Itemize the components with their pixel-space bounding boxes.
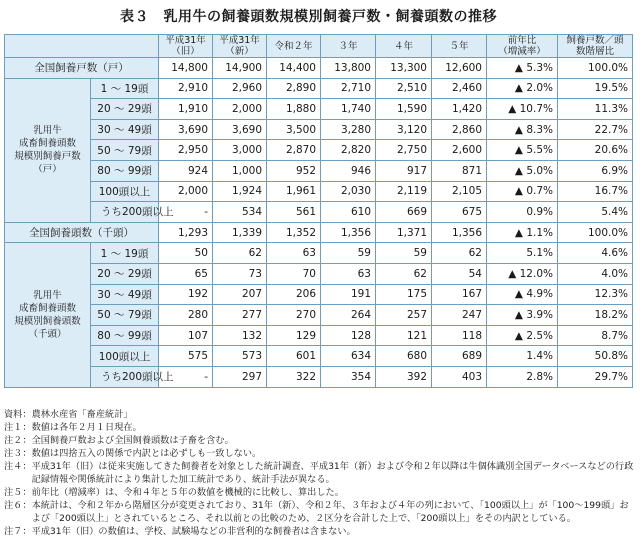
- value-cell: 270: [267, 305, 321, 326]
- row-label: 50 ～ 79頭: [91, 140, 159, 161]
- value-cell: 1,420: [432, 99, 487, 120]
- value-cell: 3,690: [159, 119, 213, 140]
- value-cell: 107: [159, 325, 213, 346]
- value-cell: 206: [267, 284, 321, 305]
- value-cell: 2,105: [432, 181, 487, 202]
- table-row: [5, 160, 633, 181]
- row-label: 20 ～ 29頭: [91, 263, 159, 284]
- group-label-line: 規模別飼養頭数: [14, 315, 81, 327]
- rate-cell: ▲ 5.0%: [487, 160, 558, 181]
- note-key: 注５：: [4, 487, 32, 498]
- column-header-line: （旧）: [171, 46, 200, 57]
- column-header-line: 平成31年: [165, 35, 206, 46]
- row-label: うち200頭以上: [91, 202, 159, 223]
- value-cell: 2,750: [376, 140, 432, 161]
- value-cell: 247: [432, 305, 487, 326]
- share-cell: 50.8%: [558, 346, 633, 367]
- note-key: 注１：: [4, 422, 32, 433]
- note-item: [4, 447, 634, 460]
- note-text: 平成31年（旧）は従来実施してきた飼養者を対象とした統計調査、平成31年（新）および令和２年以降は牛個体識別全国データベースなどの行政記録情報や関係統計により集計した加工統計であり、統計手法が異なる。: [31, 461, 634, 485]
- value-cell: 680: [376, 346, 432, 367]
- share-cell: 4.0%: [558, 263, 633, 284]
- note-item: [4, 434, 634, 447]
- value-cell: 167: [432, 284, 487, 305]
- value-cell: 128: [321, 325, 376, 346]
- value-cell: 2,890: [267, 78, 321, 99]
- value-cell: 871: [432, 160, 487, 181]
- value-cell: 946: [321, 160, 376, 181]
- value-cell: 2,119: [376, 181, 432, 202]
- row-label: 1 ～ 19頭: [91, 243, 159, 264]
- value-cell: 50: [159, 243, 213, 264]
- value-cell: 575: [159, 346, 213, 367]
- row-label: 80 ～ 99頭: [91, 325, 159, 346]
- total-label: 全国飼養頭数（千頭）: [5, 222, 159, 243]
- rate-cell: ▲ 4.9%: [487, 284, 558, 305]
- value-cell: 129: [267, 325, 321, 346]
- total-label: 全国飼養戸数（戸）: [5, 58, 159, 79]
- note-key: 注７：: [4, 526, 32, 537]
- value-cell: 2,000: [159, 181, 213, 202]
- column-header-line: 前年比: [507, 35, 537, 46]
- share-cell: 5.4%: [558, 202, 633, 223]
- value-cell: 2,460: [432, 78, 487, 99]
- value-cell: 1,352: [267, 222, 321, 243]
- note-item: [4, 421, 634, 434]
- value-cell: 70: [267, 263, 321, 284]
- table-row: [5, 181, 633, 202]
- group-label-line: 規模別飼養戸数: [14, 151, 81, 163]
- column-header-line: ５年: [449, 40, 469, 52]
- value-cell: 1,924: [213, 181, 267, 202]
- rate-cell: 1.4%: [487, 346, 558, 367]
- note-item: [4, 525, 634, 538]
- share-cell: 16.7%: [558, 181, 633, 202]
- column-header: [558, 35, 633, 58]
- table-row: [5, 263, 633, 284]
- column-header-line: 飼養戸数／頭: [566, 35, 624, 46]
- table-row: [5, 119, 633, 140]
- value-cell: 13,300: [376, 58, 432, 79]
- group-label: [5, 243, 91, 387]
- value-cell: 1,740: [321, 99, 376, 120]
- note-key: 注４：: [4, 461, 32, 472]
- value-cell: 601: [267, 346, 321, 367]
- value-cell: 392: [376, 366, 432, 387]
- note-key: 資料：: [4, 409, 32, 420]
- row-label: 50 ～ 79頭: [91, 305, 159, 326]
- value-cell: 277: [213, 305, 267, 326]
- value-cell: 1,961: [267, 181, 321, 202]
- value-cell: 2,600: [432, 140, 487, 161]
- value-cell: 952: [267, 160, 321, 181]
- group-label-line: 乳用牛: [33, 125, 62, 137]
- rate-cell: ▲ 5.3%: [487, 58, 558, 79]
- value-cell: 2,000: [213, 99, 267, 120]
- rate-cell: ▲ 10.7%: [487, 99, 558, 120]
- note-item: [4, 460, 634, 486]
- value-cell: 280: [159, 305, 213, 326]
- column-header-line: （増減率）: [498, 46, 546, 57]
- value-cell: 1,293: [159, 222, 213, 243]
- rate-cell: ▲ 5.5%: [487, 140, 558, 161]
- total-row: [5, 58, 633, 79]
- column-header-line: （新）: [225, 46, 254, 57]
- value-cell: 917: [376, 160, 432, 181]
- column-header-line: 令和２年: [274, 40, 313, 52]
- group-label-line: 成畜飼養頭数: [18, 302, 76, 314]
- value-cell: 264: [321, 305, 376, 326]
- share-cell: 18.2%: [558, 305, 633, 326]
- column-header: [432, 35, 487, 58]
- row-label: 100頭以上: [91, 346, 159, 367]
- rate-cell: ▲ 2.5%: [487, 325, 558, 346]
- value-cell: -: [159, 202, 213, 223]
- value-cell: 13,800: [321, 58, 376, 79]
- note-key: 注６：: [4, 500, 32, 511]
- group-label-line: 乳用牛: [33, 289, 62, 301]
- note-item: [4, 486, 634, 499]
- value-cell: 3,120: [376, 119, 432, 140]
- value-cell: 54: [432, 263, 487, 284]
- column-header: [321, 35, 376, 58]
- group-label-line: （戸）: [33, 164, 62, 176]
- value-cell: 1,339: [213, 222, 267, 243]
- value-cell: 1,910: [159, 99, 213, 120]
- group-label-line: 成畜飼養頭数: [18, 138, 76, 150]
- value-cell: 175: [376, 284, 432, 305]
- table-row: [5, 346, 633, 367]
- value-cell: 610: [321, 202, 376, 223]
- value-cell: 118: [432, 325, 487, 346]
- column-header: [213, 35, 267, 58]
- note-text: 前年比（増減率）は、令和４年と５年の数値を機械的に比較し、算出した。: [31, 487, 344, 498]
- total-row: [5, 222, 633, 243]
- value-cell: 689: [432, 346, 487, 367]
- value-cell: 121: [376, 325, 432, 346]
- share-cell: 100.0%: [558, 222, 633, 243]
- value-cell: 257: [376, 305, 432, 326]
- column-header-line: 数階層比: [575, 46, 614, 57]
- value-cell: 62: [432, 243, 487, 264]
- column-header-line: ３年: [338, 40, 358, 52]
- row-label: 1 ～ 19頭: [91, 78, 159, 99]
- row-label: 30 ～ 49頭: [91, 284, 159, 305]
- value-cell: 2,870: [267, 140, 321, 161]
- value-cell: 12,600: [432, 58, 487, 79]
- rate-cell: ▲ 2.0%: [487, 78, 558, 99]
- value-cell: 1,590: [376, 99, 432, 120]
- row-label: うち200頭以上: [91, 366, 159, 387]
- share-cell: 12.3%: [558, 284, 633, 305]
- value-cell: 297: [213, 366, 267, 387]
- share-cell: 19.5%: [558, 78, 633, 99]
- value-cell: 2,860: [432, 119, 487, 140]
- column-header-line: 平成31年: [219, 35, 260, 46]
- notes: [4, 408, 634, 538]
- value-cell: 3,000: [213, 140, 267, 161]
- rate-cell: ▲ 1.1%: [487, 222, 558, 243]
- value-cell: 3,500: [267, 119, 321, 140]
- rate-cell: ▲ 3.9%: [487, 305, 558, 326]
- data-table: [4, 34, 633, 388]
- share-cell: 4.6%: [558, 243, 633, 264]
- table-row: [5, 99, 633, 120]
- note-item: [4, 408, 634, 421]
- column-header: [487, 35, 558, 58]
- row-label: 30 ～ 49頭: [91, 119, 159, 140]
- value-cell: 62: [213, 243, 267, 264]
- value-cell: 2,710: [321, 78, 376, 99]
- value-cell: 1,371: [376, 222, 432, 243]
- value-cell: 2,910: [159, 78, 213, 99]
- value-cell: 573: [213, 346, 267, 367]
- rate-cell: 2.8%: [487, 366, 558, 387]
- value-cell: 59: [321, 243, 376, 264]
- value-cell: 2,030: [321, 181, 376, 202]
- value-cell: 1,356: [321, 222, 376, 243]
- value-cell: 634: [321, 346, 376, 367]
- share-cell: 6.9%: [558, 160, 633, 181]
- value-cell: 59: [376, 243, 432, 264]
- value-cell: 675: [432, 202, 487, 223]
- value-cell: 3,690: [213, 119, 267, 140]
- share-cell: 29.7%: [558, 366, 633, 387]
- group-label: [5, 78, 91, 222]
- value-cell: 1,000: [213, 160, 267, 181]
- note-item: [4, 499, 634, 525]
- note-key: 注３：: [4, 448, 32, 459]
- table-row: [5, 140, 633, 161]
- value-cell: 669: [376, 202, 432, 223]
- table-row: [5, 284, 633, 305]
- row-label: 80 ～ 99頭: [91, 160, 159, 181]
- value-cell: 63: [321, 263, 376, 284]
- rate-cell: ▲ 8.3%: [487, 119, 558, 140]
- rate-cell: ▲ 0.7%: [487, 181, 558, 202]
- value-cell: 2,950: [159, 140, 213, 161]
- column-header-line: ４年: [393, 40, 413, 52]
- table-title: 表３ 乳用牛の飼養頭数規模別飼養戸数・飼養頭数の推移: [120, 9, 497, 25]
- header-blank: [5, 35, 159, 58]
- value-cell: 322: [267, 366, 321, 387]
- value-cell: -: [159, 366, 213, 387]
- note-text: 全国飼養戸数および全国飼養頭数は子畜を含む。: [31, 435, 234, 446]
- rate-cell: 5.1%: [487, 243, 558, 264]
- value-cell: 14,900: [213, 58, 267, 79]
- value-cell: 2,510: [376, 78, 432, 99]
- value-cell: 207: [213, 284, 267, 305]
- column-header: [376, 35, 432, 58]
- value-cell: 73: [213, 263, 267, 284]
- value-cell: 62: [376, 263, 432, 284]
- row-label: 20 ～ 29頭: [91, 99, 159, 120]
- table-row: [5, 366, 633, 387]
- value-cell: 1,356: [432, 222, 487, 243]
- column-header: [267, 35, 321, 58]
- row-label: 100頭以上: [91, 181, 159, 202]
- table-row: [5, 202, 633, 223]
- note-text: 農林水産省「畜産統計」: [31, 409, 133, 420]
- share-cell: 22.7%: [558, 119, 633, 140]
- group-label-line: （千頭）: [28, 328, 67, 340]
- share-cell: 8.7%: [558, 325, 633, 346]
- value-cell: 2,820: [321, 140, 376, 161]
- value-cell: 65: [159, 263, 213, 284]
- value-cell: 3,280: [321, 119, 376, 140]
- value-cell: 191: [321, 284, 376, 305]
- value-cell: 132: [213, 325, 267, 346]
- share-cell: 100.0%: [558, 58, 633, 79]
- table-row: [5, 305, 633, 326]
- note-text: 平成31年（旧）の数値は、学校、試験場などの非営利的な飼養者は含まない。: [31, 526, 356, 537]
- rate-cell: 0.9%: [487, 202, 558, 223]
- value-cell: 192: [159, 284, 213, 305]
- value-cell: 63: [267, 243, 321, 264]
- share-cell: 11.3%: [558, 99, 633, 120]
- note-text: 数値は四捨五入の関係で内訳とは必ずしも一致しない。: [31, 448, 262, 459]
- table-row: [5, 325, 633, 346]
- table-row: [5, 243, 633, 264]
- column-header: [159, 35, 213, 58]
- table-row: [5, 78, 633, 99]
- value-cell: 14,400: [267, 58, 321, 79]
- rate-cell: ▲ 12.0%: [487, 263, 558, 284]
- value-cell: 403: [432, 366, 487, 387]
- note-text: 数値は各年２月１日現在。: [31, 422, 142, 433]
- value-cell: 14,800: [159, 58, 213, 79]
- value-cell: 2,960: [213, 78, 267, 99]
- note-text: 本統計は、令和２年から階層区分が変更されており、31年（新）、令和２年、３年および４年の列において、「100頭以上」が「100～199頭」および「200頭以上」とされているところ、それ以前との比較のため、２区分を合計した上で、「200頭以上」をその内訳としている。: [31, 500, 629, 524]
- value-cell: 561: [267, 202, 321, 223]
- header-row: [5, 35, 633, 58]
- note-key: 注２：: [4, 435, 32, 446]
- value-cell: 354: [321, 366, 376, 387]
- value-cell: 1,880: [267, 99, 321, 120]
- value-cell: 924: [159, 160, 213, 181]
- share-cell: 20.6%: [558, 140, 633, 161]
- value-cell: 534: [213, 202, 267, 223]
